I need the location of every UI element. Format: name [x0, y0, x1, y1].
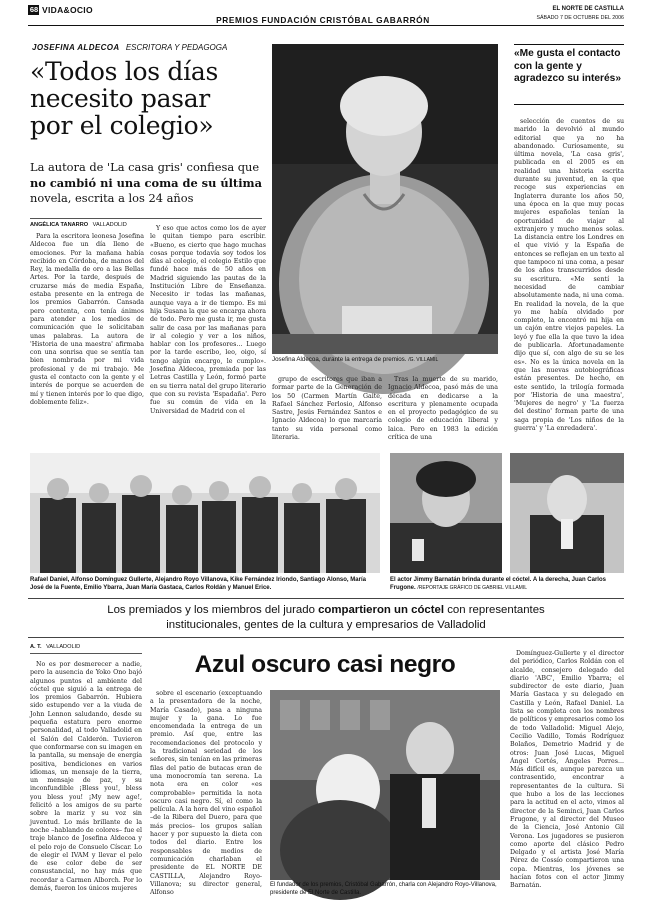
article2-col-1 [30, 661, 142, 897]
article2-byline-place: VALLADOLID [46, 644, 81, 650]
headline-line-3: por el colegio» [30, 111, 214, 140]
deck-line-3: novela, escrita a los 24 años [30, 191, 194, 205]
pullquote-bottom-rule [514, 104, 624, 105]
byline-rule [30, 218, 262, 219]
banner-line-1-a: Los premiados y los miembros del jurado [107, 604, 319, 616]
banner-line-1-b: compartieron un cóctel [318, 604, 445, 616]
section-name: VIDA&OCIO [42, 5, 93, 15]
caption-barnatan-frugone [390, 576, 624, 592]
header-rule [28, 25, 624, 26]
article1-col-5-text: selección de cuentos de su marido la devolvió al mundo editorial que ya no ha abandonado. Curiosamente, su última novela, 'La casa gris', publicada en el 2005 es en realidad una historia escrita durante su juventud, en la que recoge sus experiencias en Inglaterra durante los años 50, una época en la que muy pocas mujeres españolas tenían la oportunidad de viajar al extranjero y mucho menos solas. La distancia entre los Londres en el que vivió y la España de entonces se reflejan en un texto al que tampoco ni una coma, a pesar de los años transcurridos desde su escritura. «Me sentí la necesidad de cambiar absolutamente nada, ni una coma. En realidad la novela, de la que yo me había olvidado por completo, la encontró mi hija en un cajón entre viejos papeles. La leyó y fue ella la que tuvo la idea de publicarla. Afortunadamente dijo que sí, con algo de su se les es». No es la única novela en la que las nuevas autobiográficas están presentes. De hecho, en este sentido, la trilogía formada por 'Historia de una maestra', 'Mujeres de negro' y 'La fuerza del destino' forman parte de una saga propia de 'Los niños de la guerra' y 'La enredadera'. [514, 118, 624, 432]
banner-bottom-rule [28, 637, 624, 638]
article1-col-3-text: grupo de escritores que iban a formar parte de la Generación de los 50 (Carmen Martín Gaite, Rafael Sánchez Ferlosio, Alfonso Sastre, Jesús Fernández Santos e Ignacio Aldecoa) lo que marcaría tanto su vida personal como literaria. [272, 376, 382, 442]
byline-place: VALLADOLID [92, 222, 127, 228]
caption-group: Rafael Daniel, Alfonso Domínguez Gullerte, Alejandro Royo Villanova, Kike Fernández Iriondo, Santiago Alonso, María José de la Fuente, Emilio Ybarra, Juan María Gastaca, Carlos Roldán y Manuel Erice. [30, 577, 366, 591]
frugone-drawing [510, 453, 624, 573]
pullquote-top-rule [514, 44, 624, 45]
photo-caption-text: Josefina Aldecoa, durante la entrega de premios. [272, 356, 407, 363]
author-name: JOSEFINA ALDECOA [32, 43, 120, 52]
headline-line-2: necesito pasar [30, 84, 210, 113]
article1-col-5 [514, 118, 624, 450]
deck-line-2: no cambió ni una coma de su última [30, 175, 262, 190]
article1-col-1 [30, 233, 144, 455]
article1-col-4-text: Tras la muerte de su marido, Ignacio Aldecoa, pasó más de una década en dedicarse a la escritura y plenamente ocupada en el proyecto pedagógico de su colegio de educación liberal y laica. Pero en 1983 la edición crítica de una [388, 376, 498, 442]
byline [30, 221, 127, 229]
author-role: ESCRITORA Y PEDAGOGA [125, 43, 228, 52]
article2-col-3-text: Domínguez-Gullerte y el director del periódico, Carlos Roldán con el alcalde, consejero delegado del diario 'ABC', Emilio Ybarra; el subdirector de este diario, Juan María Gastaca y su delegado en Castilla y León, Rafael Daniel. La lista se completa con los nombres de políticos y empresarios como los de todo Valladolid: Miguel Alejo, Cecilio Vadillo, Tomás Rodríguez Bolaños, Demetrio Madrid y de otros: Juan José Lucas, Miguel Ángel Cortés, Ángeles Porres... Más difícil es, aunque parezca un contrasentido, encontrar a representantes de la cultura. Si que hubo a los de las lecciones para la actitud en el acto, vimos al director de la Seminci, Juan Carlos Frugone, y al director del Museo de la Ciencia, José Antonio Gil Verona. Los jugadores se pusieron como aporte del clásico Pedro Delgado y el artista José María Pérez de Cossío compartieron una copa. Mientras, los jóvenes se hacían fotos con el actor Jimmy Barnatán. [510, 650, 624, 890]
caption-strip-credit: /REPORTAJE GRÁFICO DE GABRIEL VILLAMIL [417, 585, 528, 591]
gabarron-drawing [270, 690, 500, 880]
banner-text [28, 603, 624, 633]
page-header [28, 4, 624, 26]
article2-col-2 [150, 690, 262, 897]
headline-main [30, 58, 275, 139]
banner-line-1-c: con representantes [444, 604, 545, 616]
header-title: PREMIOS FUNDACIÓN CRISTÓBAL GABARRÓN [216, 15, 430, 25]
article2-col-2-text: sobre el escenario (exceptuando a la presentadora de la noche, María Casado), pasa a ninguna mujer y la gana. Lo fue encomendada la entrega de un premio. Así que, entre las recomendaciones del protocolo y la tradicional seriedad de los señores, sin tenían en las primeras filas del patio de butacas eran de una monocromía tan serena. La nota era en color «es comprobable» permitida la nota oscuro casi negro. Sí, el como la película. A la hora del vino español –de la Ribera del Duero, para que más precios– los grupos salían hacer y por supuesto la dieta con todos del diario. Entre los responsables de medios de comunicación charlaban el presidente de EL NORTE DE CASTILLA, Alejandro Royo-Villanova; su director general, Alfonso [150, 690, 262, 897]
photo-jimmy-barnatan [390, 453, 502, 573]
headline-line-1: «Todos los días [30, 57, 218, 86]
article1-col-2-text: Y eso que actos como los de ayer le quitan tiempo para escribir. «Bueno, es cierto que hago muchas cosas porque todavía soy todos los días al colegio, el colegio Estilo que fundé hace más de 50 años en Madrid siguiendo las pautas de la Institución Libre de Enseñanza. Necesito ir todas las mañanas, aunque vaya a ir de tiempo. Es mi hija Susana la que se encarga ahora de todo. Pero me gusta ir, me gusta salir de casa por las mañanas para ir al colegio y ver a los niños, hablar con los profesores... Luego por la tarde escribo, leo, oigo, sí tengo algún encargo, le cumplo». Josefina Aldecoa, premiada por las Letras Castilla y León, formó parte en su tierra natal del grupo literario que con su revista 'Espadaña'. Pero fue su común de vida en la Universidad de Madrid con el [150, 225, 266, 415]
caption-gabarron: El fundador de los premios, Cristóbal Gabarrón, charla con Alejandro Royo-Villanova, presidente de El Norte de Castilla. [270, 882, 497, 896]
article2-byline-rule [30, 653, 142, 654]
newspaper-name: EL NORTE DE CASTILLA [552, 6, 624, 12]
banner-line-1 [28, 603, 624, 618]
article1-col-2 [150, 225, 266, 415]
photo-group-guests [30, 453, 380, 573]
barnatan-drawing [390, 453, 502, 573]
issue-date: SÁBADO 7 DE OCTUBRE DEL 2006 [536, 15, 624, 21]
article2-col-1-text: No es por desmerecer a nadie, pero la ausencia de Yoko Ono bajó algunos puntos el ambiente del cóctel que siguió a la entrega de los premios Gabarrón. Hubiera sido estupendo ver a la viuda de John Lennon saludando, desde su pequeña estatura pero enorme personalidad, al todo Valladolid en el Salón del Calderón. Tuvieron que conformarse con su imagen en la pantalla, su mensaje de energía positiva, bendiciones en varios idiomas, un mensaje de la tierra, un mensaje de paz, y su inconfundible ¡Bless you!, bless you bless you! ¡My new age!, felicitó a los amigos de su parte sobre la mariz y su voz sin juventud. Lo más brillante de la noche –hablando de colores– fue el traje blanco de Josefina Aldecoa y el pelo rojo de Consuelo Císcar. Lo de elegir el IVAM y llevar el pelo de ese color debe de ser consustancial, no hay más que recordar a Carmen Alborch. Por lo demás, fueron los únicos mujeres [30, 661, 143, 893]
deck-line-1: La autora de 'La casa gris' confiesa que [30, 160, 260, 174]
article1-col-1-text: Para la escritora leonesa Josefina Aldecoa fue un día lleno de emociones. Por la mañana había recibido en Córdoba, de manos del Rey, la medalla de oro a las Bellas Artes. Por la tarde, después de cruzarse más de media España, estaba presente en la entrega de los premios Gabarrón. Cansada pero contenta, con tenía ánimos para atender a los medios de comunicación que le solicitaban unas palabras. La autora de 'Historia de una maestra' afirmaba con una sonrisa que se sentía tan bien nombrada por mi vida profesional y de mi trabajo. Me gusta el contacto con la gente y el interés de porque se acuerden de mí y tienen interés por lo que digo, doblemente feliz». [30, 233, 144, 406]
group-drawing [30, 453, 380, 573]
page-number: 68 [29, 5, 39, 14]
photo-caption-aldecoa [272, 356, 498, 364]
author-kicker [32, 42, 272, 53]
article2-byline-name: A. T. [30, 644, 42, 650]
caption-barnatan-text: El actor Jimmy Barnatán brinda durante el cóctel. A la derecha, Juan Carlos Frugone. [390, 577, 606, 591]
deck [30, 160, 275, 207]
banner-top-rule [28, 598, 624, 599]
photo-juan-carlos-frugone [510, 453, 624, 573]
pullquote: «Me gusta el contacto con la gente y agradezco su interés» [514, 48, 622, 85]
article1-col-4 [388, 376, 498, 450]
byline-name: ANGÉLICA TANARRO [30, 222, 89, 228]
photo-josefina-aldecoa [272, 44, 498, 354]
portrait-drawing [272, 44, 498, 354]
photo-gabarron-royo [270, 690, 500, 880]
article2-headline: Azul oscuro casi negro [194, 651, 456, 678]
article2-byline [30, 643, 80, 651]
article1-col-3 [272, 376, 382, 450]
banner-line-2: institucionales, gentes de la cultura y empresarios de Valladolid [166, 619, 486, 631]
article2-col-3 [510, 650, 624, 897]
photo-credit: /G. VILLAMIL [408, 357, 439, 363]
